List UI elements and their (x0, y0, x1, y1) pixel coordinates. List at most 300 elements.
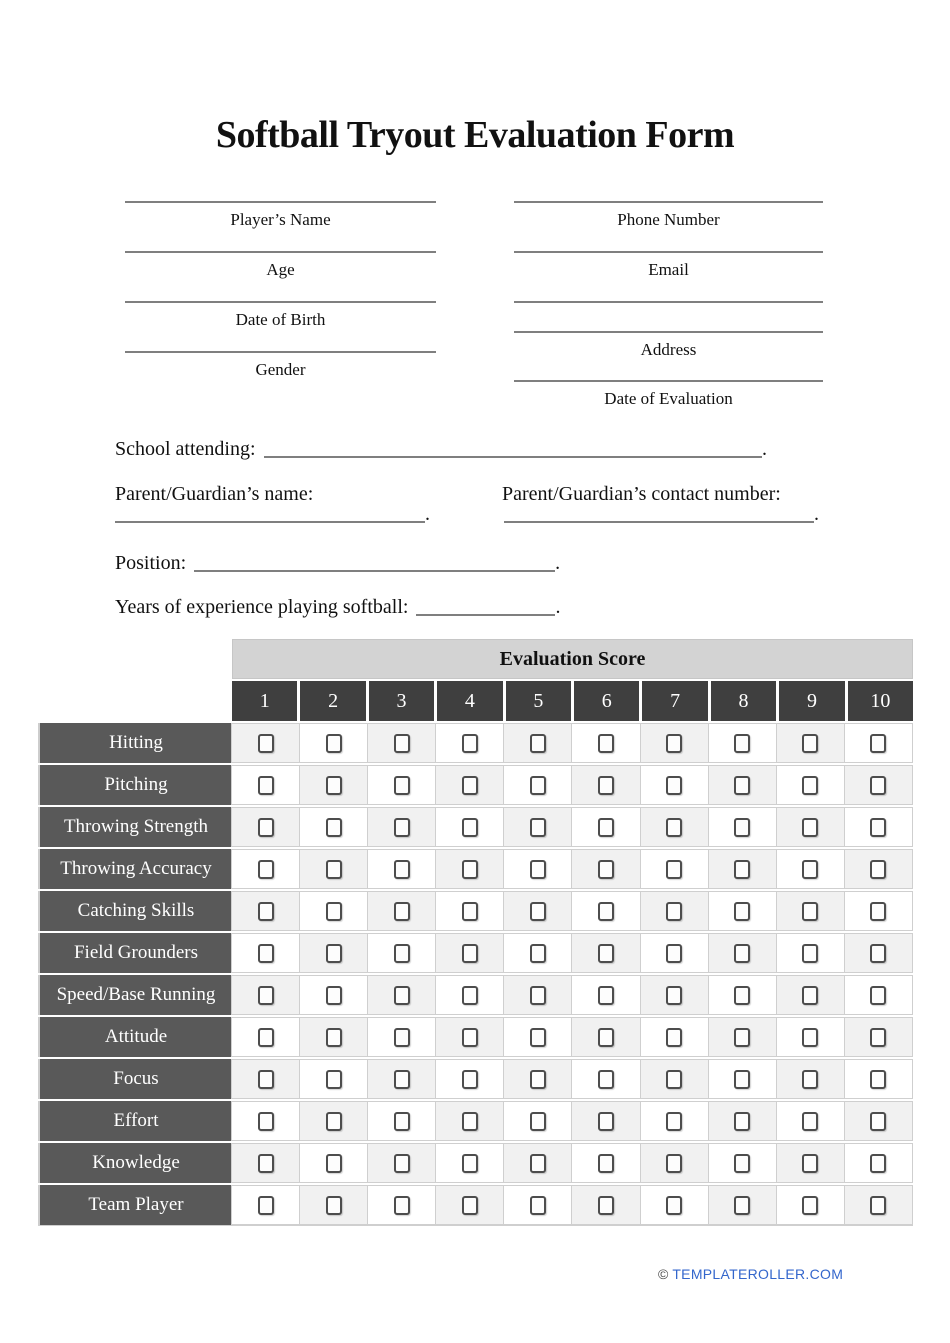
period: . (814, 503, 819, 525)
score-cell[interactable] (435, 1143, 504, 1183)
row-label: Hitting (38, 723, 232, 763)
score-cell[interactable] (776, 1185, 845, 1225)
score-cell[interactable] (776, 849, 845, 889)
checkbox-icon[interactable] (530, 1196, 546, 1215)
score-cell[interactable] (435, 1059, 504, 1099)
checkbox-icon[interactable] (802, 776, 818, 795)
checkbox-icon[interactable] (870, 1196, 886, 1215)
score-cell[interactable] (640, 1143, 709, 1183)
checkbox-icon[interactable] (870, 902, 886, 921)
school-attending-field[interactable] (264, 456, 762, 458)
table-row (38, 975, 913, 1015)
checkbox-icon[interactable] (530, 818, 546, 837)
score-cell[interactable] (503, 1101, 572, 1141)
checkbox-icon[interactable] (598, 1028, 614, 1047)
score-cell[interactable] (844, 1185, 913, 1225)
checkbox-icon[interactable] (666, 1070, 682, 1089)
checkbox-icon[interactable] (598, 818, 614, 837)
address-line-1[interactable] (514, 301, 823, 303)
checkbox-icon[interactable] (598, 1112, 614, 1131)
score-cell[interactable] (708, 849, 777, 889)
checkbox-icon[interactable] (666, 734, 682, 753)
score-cell[interactable] (299, 807, 368, 847)
score-cell[interactable] (708, 723, 777, 763)
score-column-header: 6 (574, 681, 639, 721)
score-cell[interactable] (503, 1185, 572, 1225)
score-cell[interactable] (503, 849, 572, 889)
score-cell[interactable] (435, 723, 504, 763)
score-cell[interactable] (640, 975, 709, 1015)
score-cell[interactable] (844, 891, 913, 931)
checkbox-icon[interactable] (462, 1154, 478, 1173)
parent-contact-field-row (504, 502, 826, 526)
score-cell[interactable] (435, 849, 504, 889)
checkbox-icon[interactable] (870, 986, 886, 1005)
checkbox-icon[interactable] (870, 1028, 886, 1047)
score-cell[interactable] (571, 1017, 640, 1057)
field-gender (125, 351, 436, 380)
checkbox-icon[interactable] (394, 734, 410, 753)
score-cell[interactable] (231, 1185, 300, 1225)
table-row (38, 765, 913, 805)
score-cell[interactable] (844, 723, 913, 763)
score-cell[interactable] (435, 1185, 504, 1225)
checkbox-icon[interactable] (870, 1070, 886, 1089)
score-cell[interactable] (503, 723, 572, 763)
checkbox-icon[interactable] (666, 1028, 682, 1047)
score-cell[interactable] (776, 1059, 845, 1099)
checkbox-icon[interactable] (326, 1154, 342, 1173)
checkbox-icon[interactable] (734, 776, 750, 795)
checkbox-icon[interactable] (598, 1154, 614, 1173)
score-cell[interactable] (844, 849, 913, 889)
checkbox-icon[interactable] (734, 818, 750, 837)
score-cell[interactable] (844, 1101, 913, 1141)
score-cell[interactable] (299, 723, 368, 763)
score-cell[interactable] (844, 1059, 913, 1099)
score-cell[interactable] (571, 975, 640, 1015)
score-column-header: 8 (711, 681, 776, 721)
score-cell[interactable] (231, 1059, 300, 1099)
years-experience-field[interactable] (416, 614, 555, 616)
row-label: Field Grounders (38, 933, 232, 973)
checkbox-icon[interactable] (326, 986, 342, 1005)
checkbox-icon[interactable] (870, 734, 886, 753)
checkbox-icon[interactable] (870, 776, 886, 795)
score-column-header: 4 (437, 681, 502, 721)
score-cell[interactable] (299, 1101, 368, 1141)
field-email (514, 251, 823, 280)
checkbox-icon[interactable] (870, 944, 886, 963)
checkbox-icon[interactable] (802, 1112, 818, 1131)
checkbox-icon[interactable] (530, 1028, 546, 1047)
checkbox-icon[interactable] (530, 776, 546, 795)
checkbox-icon[interactable] (802, 1196, 818, 1215)
checkbox-icon[interactable] (530, 734, 546, 753)
checkbox-icon[interactable] (870, 1112, 886, 1131)
checkbox-icon[interactable] (394, 1112, 410, 1131)
table-row (38, 1185, 913, 1225)
score-cell[interactable] (640, 1101, 709, 1141)
parent-name-field[interactable] (115, 521, 425, 523)
parent-contact-field[interactable] (504, 521, 814, 523)
score-cell[interactable] (367, 1017, 436, 1057)
school-attending-row (115, 438, 767, 461)
checkbox-icon[interactable] (258, 944, 274, 963)
checkbox-icon[interactable] (462, 902, 478, 921)
checkbox-icon[interactable] (326, 1112, 342, 1131)
checkbox-icon[interactable] (258, 860, 274, 879)
score-cell[interactable] (231, 1101, 300, 1141)
position-row (115, 552, 585, 575)
checkbox-icon[interactable] (258, 1154, 274, 1173)
score-cell[interactable] (708, 1017, 777, 1057)
field-date-of-birth (125, 301, 436, 330)
checkbox-icon[interactable] (394, 902, 410, 921)
score-cell[interactable] (776, 1143, 845, 1183)
checkbox-icon[interactable] (530, 902, 546, 921)
checkbox-icon[interactable] (734, 734, 750, 753)
score-cell[interactable] (776, 765, 845, 805)
score-cell[interactable] (231, 807, 300, 847)
checkbox-icon[interactable] (326, 1196, 342, 1215)
checkbox-icon[interactable] (870, 1154, 886, 1173)
checkbox-icon[interactable] (258, 1196, 274, 1215)
checkbox-icon[interactable] (326, 1070, 342, 1089)
checkbox-icon[interactable] (598, 1196, 614, 1215)
score-cell[interactable] (435, 891, 504, 931)
checkbox-icon[interactable] (734, 1070, 750, 1089)
score-cell[interactable] (844, 765, 913, 805)
checkbox-icon[interactable] (734, 1028, 750, 1047)
score-cell[interactable] (640, 891, 709, 931)
phone-number-label: Phone Number (617, 210, 720, 229)
checkbox-icon[interactable] (326, 1028, 342, 1047)
score-column-header: 10 (848, 681, 913, 721)
table-row (38, 1017, 913, 1057)
score-cell[interactable] (640, 849, 709, 889)
checkbox-icon[interactable] (870, 818, 886, 837)
score-cell[interactable] (367, 723, 436, 763)
score-column-header: 7 (642, 681, 707, 721)
checkbox-icon[interactable] (326, 776, 342, 795)
checkbox-icon[interactable] (394, 1196, 410, 1215)
score-cell[interactable] (367, 765, 436, 805)
checkbox-icon[interactable] (666, 776, 682, 795)
score-cell[interactable] (367, 933, 436, 973)
checkbox-icon[interactable] (462, 944, 478, 963)
score-cell[interactable] (299, 891, 368, 931)
score-cell[interactable] (640, 1185, 709, 1225)
checkbox-icon[interactable] (598, 986, 614, 1005)
checkbox-icon[interactable] (734, 944, 750, 963)
checkbox-icon[interactable] (666, 1196, 682, 1215)
score-cell[interactable] (776, 891, 845, 931)
score-cell[interactable] (708, 975, 777, 1015)
score-cell[interactable] (571, 723, 640, 763)
score-cell[interactable] (708, 891, 777, 931)
table-row (38, 807, 913, 847)
score-cell[interactable] (571, 1143, 640, 1183)
score-cell[interactable] (708, 1185, 777, 1225)
checkbox-icon[interactable] (462, 860, 478, 879)
checkbox-icon[interactable] (598, 734, 614, 753)
checkbox-icon[interactable] (598, 860, 614, 879)
gender-label: Gender (255, 360, 306, 379)
checkbox-icon[interactable] (394, 986, 410, 1005)
checkbox-icon[interactable] (802, 734, 818, 753)
score-cell[interactable] (503, 1017, 572, 1057)
checkbox-icon[interactable] (802, 1070, 818, 1089)
checkbox-icon[interactable] (666, 902, 682, 921)
score-cell[interactable] (571, 1185, 640, 1225)
checkbox-icon[interactable] (734, 1196, 750, 1215)
period: . (762, 438, 767, 460)
checkbox-icon[interactable] (462, 986, 478, 1005)
row-label: Attitude (38, 1017, 232, 1057)
score-cell[interactable] (231, 975, 300, 1015)
row-label: Effort (38, 1101, 232, 1141)
score-cell[interactable] (844, 933, 913, 973)
score-cell[interactable] (299, 933, 368, 973)
score-cell[interactable] (231, 891, 300, 931)
score-cell[interactable] (503, 1143, 572, 1183)
field-date-of-evaluation (514, 380, 823, 409)
checkbox-icon[interactable] (734, 902, 750, 921)
score-cell[interactable] (435, 975, 504, 1015)
checkbox-icon[interactable] (394, 776, 410, 795)
form-title: Softball Tryout Evaluation Form (215, 114, 735, 156)
score-cell[interactable] (571, 807, 640, 847)
evaluation-score-header: Evaluation Score (232, 639, 913, 679)
score-cell[interactable] (640, 723, 709, 763)
score-cell[interactable] (844, 975, 913, 1015)
checkbox-icon[interactable] (258, 734, 274, 753)
checkbox-icon[interactable] (802, 860, 818, 879)
score-cell[interactable] (231, 1017, 300, 1057)
checkbox-icon[interactable] (802, 1154, 818, 1173)
checkbox-icon[interactable] (394, 1154, 410, 1173)
score-cell[interactable] (231, 1143, 300, 1183)
checkbox-icon[interactable] (462, 1196, 478, 1215)
checkbox-icon[interactable] (258, 1028, 274, 1047)
checkbox-icon[interactable] (598, 1070, 614, 1089)
score-cell[interactable] (367, 1059, 436, 1099)
checkbox-icon[interactable] (462, 1028, 478, 1047)
players-name-label: Player’s Name (230, 210, 331, 229)
checkbox-icon[interactable] (666, 944, 682, 963)
score-cell[interactable] (231, 933, 300, 973)
checkbox-icon[interactable] (802, 902, 818, 921)
score-cell[interactable] (776, 975, 845, 1015)
score-cell[interactable] (844, 1143, 913, 1183)
checkbox-icon[interactable] (870, 860, 886, 879)
score-cell[interactable] (708, 933, 777, 973)
checkbox-icon[interactable] (598, 944, 614, 963)
score-cell[interactable] (640, 1017, 709, 1057)
score-cell[interactable] (435, 807, 504, 847)
checkbox-icon[interactable] (462, 776, 478, 795)
checkbox-icon[interactable] (598, 776, 614, 795)
address-label: Address (640, 340, 697, 359)
templateroller-link[interactable]: TEMPLATEROLLER.COM (672, 1266, 844, 1282)
score-cell[interactable] (708, 1143, 777, 1183)
checkbox-icon[interactable] (666, 818, 682, 837)
checkbox-icon[interactable] (530, 986, 546, 1005)
row-label: Team Player (38, 1185, 232, 1225)
checkbox-icon[interactable] (258, 986, 274, 1005)
score-cell[interactable] (435, 1101, 504, 1141)
score-cell[interactable] (299, 1059, 368, 1099)
score-columns-row (232, 681, 913, 721)
row-label: Speed/Base Running (38, 975, 232, 1015)
score-cell[interactable] (299, 1017, 368, 1057)
score-cell[interactable] (367, 849, 436, 889)
checkbox-icon[interactable] (394, 944, 410, 963)
score-cell[interactable] (571, 933, 640, 973)
position-field[interactable] (194, 570, 555, 572)
score-cell[interactable] (571, 1059, 640, 1099)
score-cell[interactable] (503, 933, 572, 973)
checkbox-icon[interactable] (258, 902, 274, 921)
checkbox-icon[interactable] (734, 1112, 750, 1131)
date-of-evaluation-label: Date of Evaluation (604, 389, 733, 408)
score-column-header: 3 (369, 681, 434, 721)
parent-name-field-row (115, 502, 437, 526)
evaluation-score-table (38, 639, 913, 1226)
score-cell[interactable] (367, 1185, 436, 1225)
checkbox-icon[interactable] (326, 902, 342, 921)
score-cell[interactable] (503, 891, 572, 931)
score-cell[interactable] (231, 849, 300, 889)
score-cell[interactable] (708, 1101, 777, 1141)
score-cell[interactable] (708, 1059, 777, 1099)
score-cell[interactable] (299, 765, 368, 805)
score-cell[interactable] (367, 891, 436, 931)
checkbox-icon[interactable] (326, 860, 342, 879)
checkbox-icon[interactable] (462, 1070, 478, 1089)
score-cell[interactable] (367, 807, 436, 847)
score-cell[interactable] (503, 975, 572, 1015)
score-cell[interactable] (435, 1017, 504, 1057)
score-cell[interactable] (435, 765, 504, 805)
checkbox-icon[interactable] (462, 818, 478, 837)
checkbox-icon[interactable] (258, 776, 274, 795)
checkbox-icon[interactable] (530, 944, 546, 963)
checkbox-icon[interactable] (802, 944, 818, 963)
score-cell[interactable] (776, 807, 845, 847)
checkbox-icon[interactable] (802, 1028, 818, 1047)
row-label: Throwing Strength (38, 807, 232, 847)
score-cell[interactable] (571, 891, 640, 931)
checkbox-icon[interactable] (326, 944, 342, 963)
checkbox-icon[interactable] (394, 1070, 410, 1089)
table-row (38, 1101, 913, 1141)
checkbox-icon[interactable] (530, 1070, 546, 1089)
checkbox-icon[interactable] (394, 818, 410, 837)
table-row (38, 1059, 913, 1099)
checkbox-icon[interactable] (258, 1112, 274, 1131)
score-cell[interactable] (503, 1059, 572, 1099)
checkbox-icon[interactable] (326, 818, 342, 837)
score-cell[interactable] (503, 807, 572, 847)
score-cell[interactable] (640, 765, 709, 805)
score-cell[interactable] (299, 975, 368, 1015)
field-address (514, 331, 823, 360)
checkbox-icon[interactable] (666, 860, 682, 879)
score-cell[interactable] (367, 1101, 436, 1141)
row-label: Knowledge (38, 1143, 232, 1183)
score-cell[interactable] (640, 933, 709, 973)
score-cell[interactable] (708, 765, 777, 805)
score-cell[interactable] (844, 807, 913, 847)
field-phone-number (514, 201, 823, 230)
checkbox-icon[interactable] (394, 860, 410, 879)
checkbox-icon[interactable] (258, 818, 274, 837)
field-age (125, 251, 436, 280)
score-cell[interactable] (231, 765, 300, 805)
checkbox-icon[interactable] (734, 1154, 750, 1173)
score-cell[interactable] (231, 723, 300, 763)
score-cell[interactable] (367, 975, 436, 1015)
score-cell[interactable] (571, 765, 640, 805)
period: . (555, 552, 561, 574)
score-cell[interactable] (503, 765, 572, 805)
table-row (38, 849, 913, 889)
table-row (38, 723, 913, 763)
checkbox-icon[interactable] (666, 1154, 682, 1173)
checkbox-icon[interactable] (666, 986, 682, 1005)
checkbox-icon[interactable] (462, 734, 478, 753)
field-players-name (125, 201, 436, 230)
row-label: Pitching (38, 765, 232, 805)
score-cell[interactable] (776, 933, 845, 973)
checkbox-icon[interactable] (734, 986, 750, 1005)
checkbox-icon[interactable] (326, 734, 342, 753)
checkbox-icon[interactable] (394, 1028, 410, 1047)
checkbox-icon[interactable] (258, 1070, 274, 1089)
score-cell[interactable] (367, 1143, 436, 1183)
score-cell[interactable] (571, 1101, 640, 1141)
checkbox-icon[interactable] (802, 818, 818, 837)
email-label: Email (648, 260, 689, 279)
table-row (38, 891, 913, 931)
score-cell[interactable] (708, 807, 777, 847)
checkbox-icon[interactable] (666, 1112, 682, 1131)
checkbox-icon[interactable] (598, 902, 614, 921)
checkbox-icon[interactable] (530, 1112, 546, 1131)
score-cell[interactable] (299, 1143, 368, 1183)
checkbox-icon[interactable] (734, 860, 750, 879)
score-cell[interactable] (571, 849, 640, 889)
checkbox-icon[interactable] (802, 986, 818, 1005)
copyright-symbol: © (658, 1266, 669, 1282)
score-cell[interactable] (776, 723, 845, 763)
score-cell[interactable] (640, 807, 709, 847)
score-cell[interactable] (299, 1185, 368, 1225)
score-cell[interactable] (776, 1101, 845, 1141)
score-cell[interactable] (299, 849, 368, 889)
checkbox-icon[interactable] (530, 860, 546, 879)
score-cell[interactable] (640, 1059, 709, 1099)
score-cell[interactable] (844, 1017, 913, 1057)
checkbox-icon[interactable] (462, 1112, 478, 1131)
score-cell[interactable] (435, 933, 504, 973)
period: . (425, 503, 430, 525)
checkbox-icon[interactable] (530, 1154, 546, 1173)
score-cell[interactable] (776, 1017, 845, 1057)
footer (658, 1266, 843, 1282)
